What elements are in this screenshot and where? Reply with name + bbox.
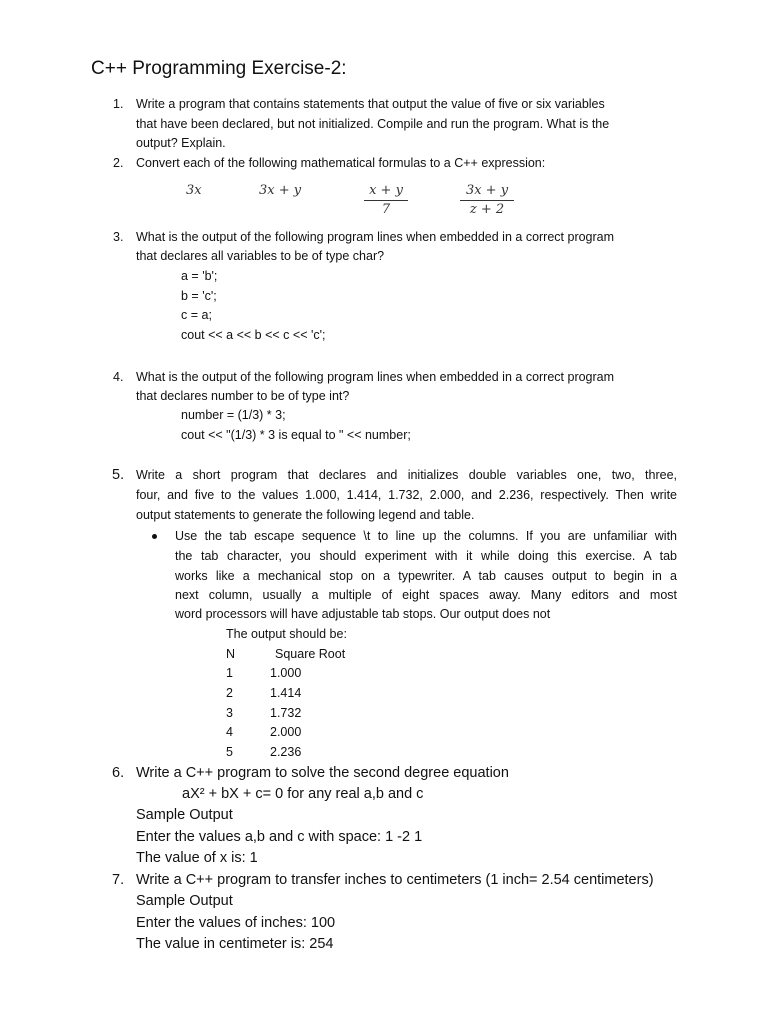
question-text-line: What is the output of the following program lines when embedded in a correct program (136, 230, 615, 244)
table-cell-root: 1.414 (270, 686, 302, 700)
code-line: number = (1/3) * 3; (181, 408, 286, 422)
sample-output-line: Enter the values a,b and c with space: 1 -2 1 (136, 829, 423, 845)
question-text-line: Write a short program that declares and initializes double variables one, two, three, (136, 468, 677, 482)
code-line: a = 'b'; (181, 269, 218, 283)
bullet-text-line: Use the tab escape sequence \t to line up the columns. If you are unfamiliar with (175, 529, 677, 543)
fraction-numerator: 3x + y (465, 183, 509, 198)
formula-3x: 3x (186, 183, 202, 198)
output-label: The output should be: (226, 627, 347, 641)
question-number: 1. (113, 97, 124, 111)
code-line: cout << a << b << c << 'c'; (181, 328, 326, 342)
table-cell-root: 1.000 (270, 666, 302, 680)
table-cell-n: 2 (226, 686, 233, 700)
question-text-line: Write a C++ program to solve the second degree equation (136, 765, 509, 781)
question-text-line: Write a C++ program to transfer inches to centimeters (1 inch= 2.54 centimeters) (136, 872, 654, 888)
sample-output-label: Sample Output (136, 893, 233, 909)
table-header-n: N (226, 647, 236, 661)
fraction-denominator: z + 2 (469, 202, 505, 217)
code-line: cout << "(1/3) * 3 is equal to " << number; (181, 428, 411, 442)
question-text-line: that have been declared, but not initialized. Compile and run the program. What is the (136, 117, 610, 131)
question-number: 2. (113, 156, 124, 170)
table-cell-root: 2.236 (270, 745, 302, 759)
bullet-icon (152, 534, 157, 539)
sample-output-line: The value of x is: 1 (136, 850, 258, 866)
equation-line: aX² + bX + c= 0 for any real a,b and c (182, 786, 424, 802)
table-cell-n: 4 (226, 725, 233, 739)
question-text-line: Convert each of the following mathematical formulas to a C++ expression: (136, 156, 546, 170)
question-number: 6. (112, 765, 125, 781)
fraction-bar (460, 200, 514, 201)
question-text-line: that declares all variables to be of type char? (136, 249, 385, 263)
question-number: 5. (112, 467, 125, 483)
sample-output-line: The value in centimeter is: 254 (136, 936, 334, 952)
page-title: C++ Programming Exercise-2: (91, 58, 347, 79)
fraction-bar (364, 200, 408, 201)
table-cell-n: 1 (226, 666, 233, 680)
question-text-line: Write a program that contains statements that output the value of five or six variables (136, 97, 605, 111)
bullet-text-line: next column, usually a multiple of eight spaces away. Many editors and most (175, 588, 677, 602)
table-cell-root: 1.732 (270, 706, 302, 720)
fraction-denominator: 7 (381, 202, 391, 217)
formula-3x-plus-y: 3x + y (259, 183, 302, 198)
question-text-line: four, and five to the values 1.000, 1.414, 1.732, 2.000, and 2.236, respectively. Then write (136, 488, 677, 502)
question-text-line: output statements to generate the following legend and table. (136, 508, 475, 522)
question-text-line: What is the output of the following program lines when embedded in a correct program (136, 370, 615, 384)
fraction-numerator: x + y (369, 183, 403, 198)
table-cell-root: 2.000 (270, 725, 302, 739)
formula-fraction-x-plus-y-over-7 (364, 183, 408, 217)
question-text-line: output? Explain. (136, 136, 226, 150)
formula-fraction-3x-plus-y-over-z-plus-2 (460, 183, 514, 217)
code-line: c = a; (181, 308, 212, 322)
question-text-line: that declares number to be of type int? (136, 389, 350, 403)
question-number: 7. (112, 872, 125, 888)
table-cell-n: 3 (226, 706, 233, 720)
bullet-text-line: works like a mechanical stop on a typewriter. A tab causes output to begin in a (175, 569, 677, 583)
question-number: 4. (113, 370, 124, 384)
bullet-text-line: the tab character, you should experiment with it while doing this exercise. A tab (175, 549, 677, 563)
sample-output-line: Enter the values of inches: 100 (136, 915, 336, 931)
sample-output-label: Sample Output (136, 807, 233, 823)
table-cell-n: 5 (226, 745, 233, 759)
bullet-text-line: word processors will have adjustable tab stops. Our output does not (175, 607, 551, 621)
table-header-square-root: Square Root (275, 647, 346, 661)
code-line: b = 'c'; (181, 289, 217, 303)
question-number: 3. (113, 230, 124, 244)
